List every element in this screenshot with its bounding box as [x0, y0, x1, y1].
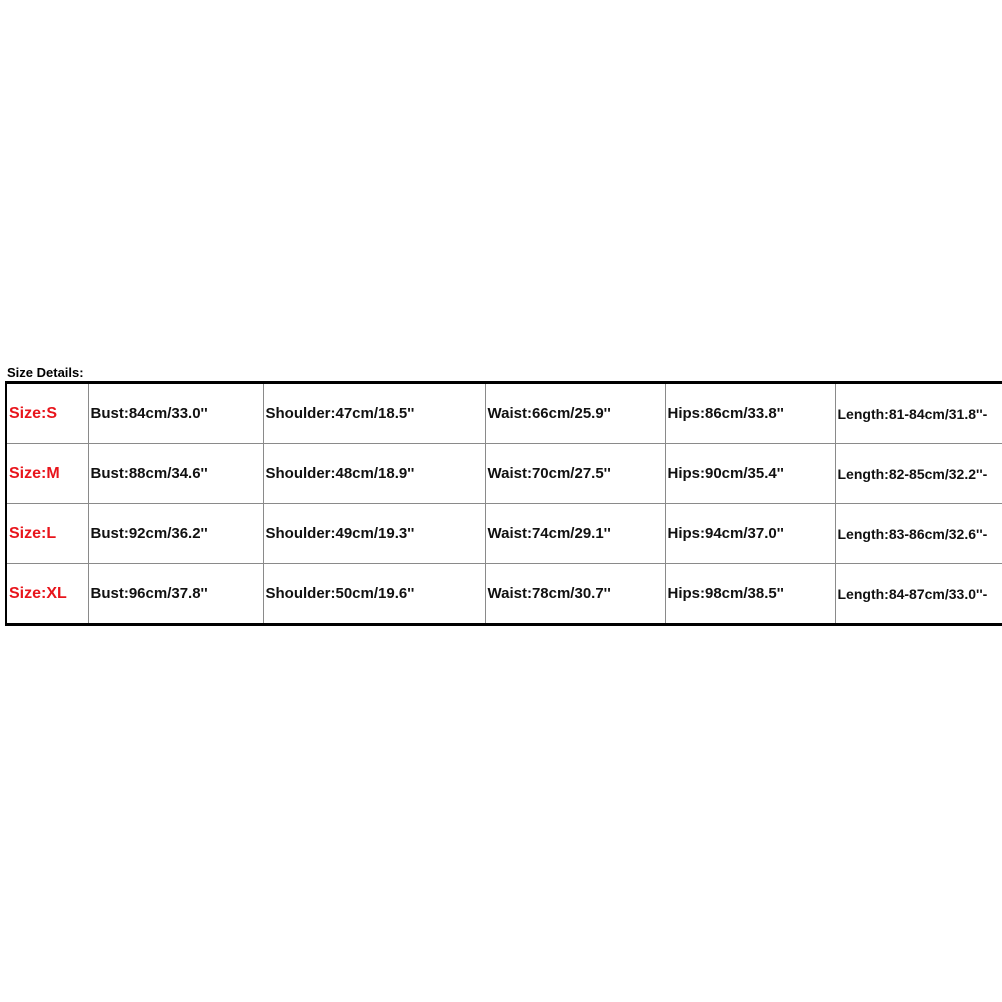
bust-cell: Bust:88cm/34.6'': [88, 444, 263, 504]
hips-cell: Hips:86cm/33.8'': [665, 383, 835, 444]
size-table-container: [5, 381, 1002, 631]
waist-cell: Waist:70cm/27.5'': [485, 444, 665, 504]
length-cell: Length:82-85cm/32.2''-: [835, 444, 1002, 504]
bust-cell: Bust:96cm/37.8'': [88, 564, 263, 625]
size-cell: Size:M: [6, 444, 88, 504]
waist-cell: Waist:78cm/30.7'': [485, 564, 665, 625]
shoulder-cell: Shoulder:50cm/19.6'': [263, 564, 485, 625]
bust-cell: Bust:92cm/36.2'': [88, 504, 263, 564]
table-row: [6, 444, 1002, 504]
size-cell: Size:XL: [6, 564, 88, 625]
size-table: [5, 381, 1002, 626]
shoulder-cell: Shoulder:48cm/18.9'': [263, 444, 485, 504]
hips-cell: Hips:98cm/38.5'': [665, 564, 835, 625]
length-cell: Length:81-84cm/31.8''-: [835, 383, 1002, 444]
length-cell: Length:83-86cm/32.6''-: [835, 504, 1002, 564]
length-cell: Length:84-87cm/33.0''-: [835, 564, 1002, 625]
size-cell: Size:S: [6, 383, 88, 444]
table-row: [6, 564, 1002, 625]
hips-cell: Hips:94cm/37.0'': [665, 504, 835, 564]
shoulder-cell: Shoulder:49cm/19.3'': [263, 504, 485, 564]
waist-cell: Waist:74cm/29.1'': [485, 504, 665, 564]
table-row: [6, 383, 1002, 444]
size-cell: Size:L: [6, 504, 88, 564]
size-details-title: Size Details:: [7, 365, 84, 380]
table-row: [6, 504, 1002, 564]
bust-cell: Bust:84cm/33.0'': [88, 383, 263, 444]
waist-cell: Waist:66cm/25.9'': [485, 383, 665, 444]
hips-cell: Hips:90cm/35.4'': [665, 444, 835, 504]
shoulder-cell: Shoulder:47cm/18.5'': [263, 383, 485, 444]
